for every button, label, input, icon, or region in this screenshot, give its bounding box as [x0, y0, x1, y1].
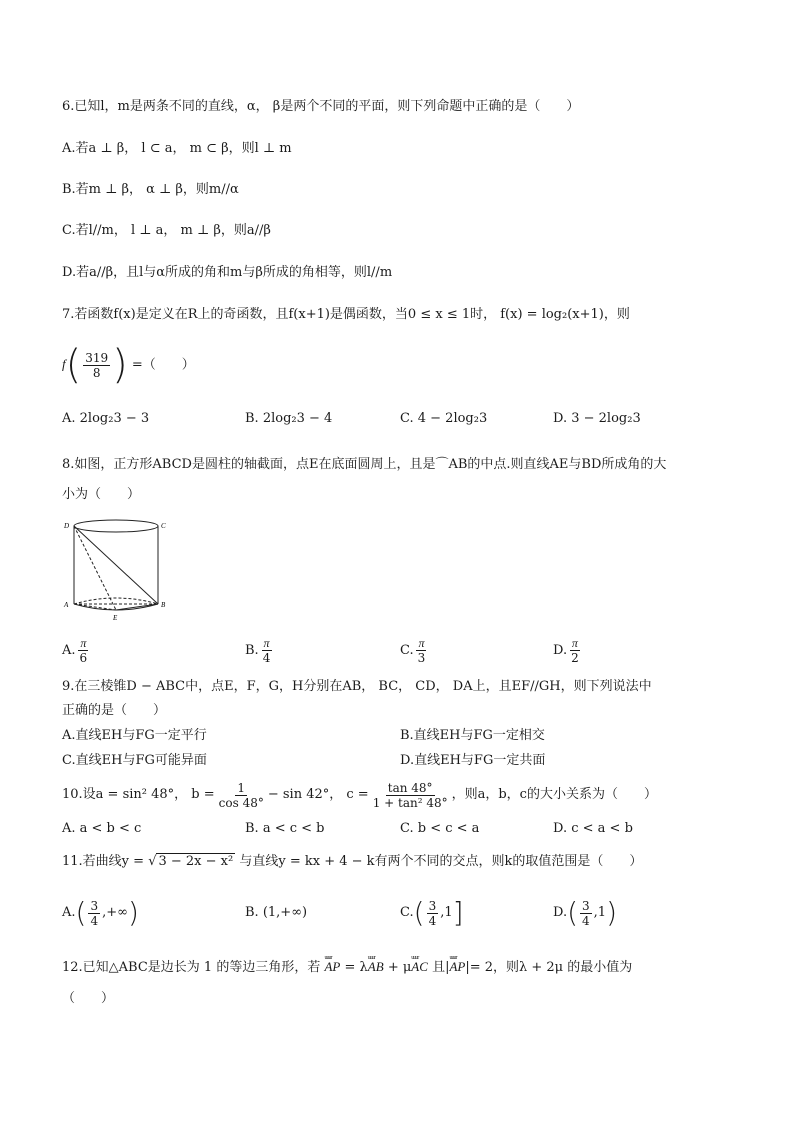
q11-option-b: B. (1,+∞) — [245, 905, 308, 920]
cylinder-diagram — [62, 516, 172, 626]
q10-stem: 10.设a = sin² 48°， b = $\frac{1}{\cos 48^\circ}$ − sin 42°， c = $\frac{\tan 48^\circ}{\text{1 + tan² 48°}}$ ，则a，b，c的大小关系为（ ） — [62, 780, 657, 810]
top-ellipse — [74, 520, 158, 532]
q9-option-c: C.直线EH与FG可能异面 — [62, 753, 207, 768]
label-b: B — [161, 601, 166, 609]
q9-stem-line1: 9.在三棱锥D − ABC中，点E，F，G，H分别在AB， BC， CD， DA上，且EF//GH，则下列说法中 — [62, 679, 652, 694]
label-a: A — [64, 601, 69, 609]
bottom-ellipse-front — [74, 604, 158, 610]
q8-option-b: B. $\frac{\pi}{4}$ — [245, 636, 271, 665]
q8-option-a: A. $\frac{\pi}{6}$ — [62, 636, 88, 665]
vector-ap: uuur AP — [324, 958, 340, 976]
q12-stem: 12.已知△ABC是边长为 1 的等边三角形，若 uuur AP = λuuur AB + μuuur AC 且|uuur AP|= 2，则λ + 2μ 的最小值为 — [62, 958, 632, 977]
q10-option-b: B. a < c < b — [245, 821, 325, 836]
q8-stem-line1: 8.如图，正方形ABCD是圆柱的轴截面，点E在底面圆周上，且是⌒AB的中点.则直线AE与BD所成角的大 — [62, 457, 667, 472]
vector-ab: uuur AB — [368, 958, 384, 976]
cylinder-figure — [62, 516, 172, 626]
label-d: D — [64, 522, 70, 530]
q7-ask-suffix: =（ ） — [131, 357, 195, 373]
q6-option-a: A.若a ⊥ β， l ⊂ a， m ⊂ β，则l ⊥ m — [62, 141, 292, 156]
q9-option-d: D.直线EH与FG一定共面 — [400, 753, 546, 768]
q7-option-c: C. 4 − 2log₂3 — [400, 411, 488, 426]
q7-ask: f( $\frac{319}{8}$ ) =（ ） — [62, 342, 195, 388]
q6-option-b: B.若m ⊥ β， α ⊥ β，则m//α — [62, 182, 239, 197]
q7-stem: 7.若函数f(x)是定义在R上的奇函数，且f(x+1)是偶函数，当0 ≤ x ≤ 1时， f(x) = log₂(x+1)，则 — [62, 307, 630, 322]
q9-option-a: A.直线EH与FG一定平行 — [62, 728, 207, 743]
segment-db — [74, 526, 158, 604]
q11-option-a: A. ( $\frac{3}{4}$ ,+∞ ) — [62, 896, 139, 929]
q9-option-b: B.直线EH与FG一定相交 — [400, 728, 545, 743]
q11-option-d: D. ( $\frac{3}{4}$ ,1 ) — [553, 896, 618, 929]
q7-ask-f: f — [62, 356, 66, 372]
q6-option-c: C.若l//m， l ⊥ a， m ⊥ β，则a//β — [62, 223, 271, 238]
segment-ae — [74, 604, 116, 610]
vector-ac: uuur AC — [411, 958, 428, 976]
segment-de — [74, 526, 116, 610]
q11-sqrt: 3 − 2x − x² — [158, 854, 234, 869]
q8-option-c: C. $\frac{\pi}{3}$ — [400, 636, 426, 665]
q8-option-d: D. $\frac{\pi}{2}$ — [553, 636, 579, 665]
q9-stem-line2: 正确的是（ ） — [62, 703, 167, 718]
q7-frac-den: 8 — [92, 365, 101, 380]
vector-ap-norm: uuur AP — [449, 958, 465, 976]
q10-option-c: C. b < c < a — [400, 821, 480, 836]
q7-option-b: B. 2log₂3 − 4 — [245, 411, 333, 426]
q6-stem: 6.已知l，m是两条不同的直线，α， β是两个不同的平面，则下列命题中正确的是（ ） — [62, 99, 580, 114]
label-c: C — [161, 522, 166, 530]
q11-stem: 11.若曲线y = √ 3 − 2x − x² 与直线y = kx + 4 − k有两个不同的交点，则k的取值范围是（ ） — [62, 854, 643, 869]
q12-answer-blank: （ ） — [62, 991, 115, 1006]
q10-option-a: A. a < b < c — [62, 821, 142, 836]
q8-stem-line2: 小为（ ） — [62, 487, 141, 502]
bottom-ellipse-back — [74, 598, 158, 604]
q7-option-d: D. 3 − 2log₂3 — [553, 411, 641, 426]
label-e: E — [113, 614, 118, 622]
q10-option-d: D. c < a < b — [553, 821, 633, 836]
q6-option-d: D.若a//β，且l与α所成的角和m与β所成的角相等，则l//m — [62, 265, 393, 280]
q7-frac-num: 319 — [85, 350, 109, 365]
q7-option-a: A. 2log₂3 − 3 — [62, 411, 150, 426]
q7-fraction — [83, 351, 110, 380]
segment-eb — [116, 604, 158, 610]
q11-option-c: C. ( $\frac{3}{4}$ ,1 ] — [400, 896, 464, 929]
